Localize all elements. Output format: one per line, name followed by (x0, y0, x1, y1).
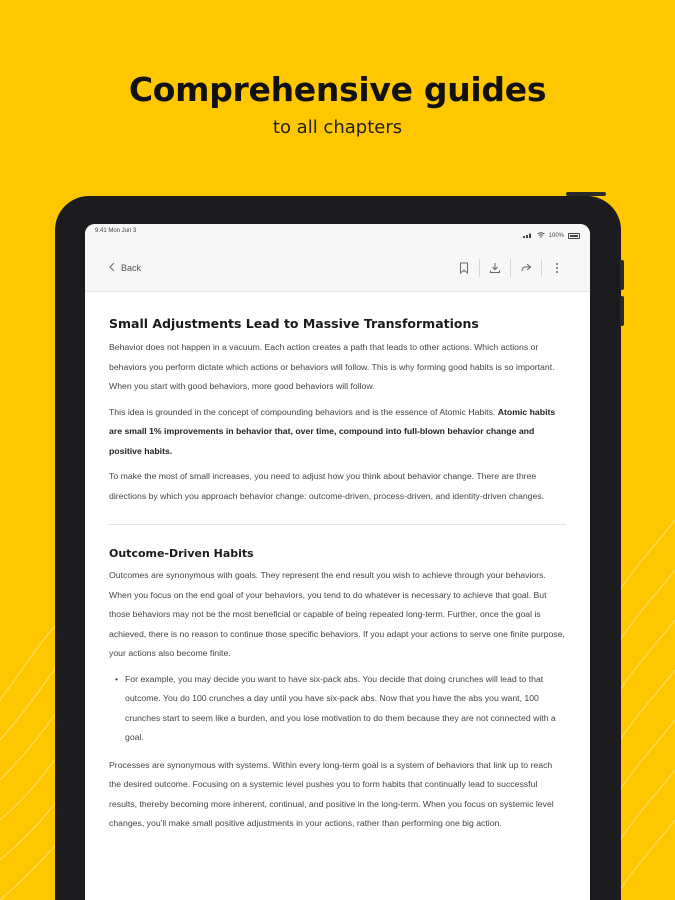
tablet-top-button (566, 192, 606, 196)
signal-icon (523, 232, 533, 240)
battery-percent: 100% (548, 233, 564, 239)
list-item (109, 670, 566, 748)
paragraph: Processes are synonymous with systems. Within every long-term goal is a system of behaviors that link up to reach the desired outcome. Focusing on a systemic level pushes you to form habits that continually lead to successful results, thereby becoming more inherent, continual, and positive in the long-term. When you focus on systemic level changes, you'll make small positive adjustments in your actions, rather than performing one big action. (109, 759, 554, 828)
chevron-left-icon (109, 262, 115, 274)
paragraph (109, 403, 566, 462)
paragraph: To make the most of small increases, you need to adjust how you think about behavior change. There are three directions by which you approach behavior change: outcome-driven, process-driven, and identity-driven changes. (109, 471, 545, 501)
section-divider (109, 524, 566, 525)
promo-headline: Comprehensive guides (128, 70, 547, 109)
status-time: 9:41 Mon Jun 3 (95, 228, 137, 234)
back-button[interactable] (109, 262, 141, 274)
section-title: Outcome-Driven Habits (109, 547, 254, 560)
bullet-icon: • (115, 673, 119, 684)
toolbar-actions (449, 256, 572, 280)
status-bar (85, 224, 590, 244)
bookmark-icon[interactable] (449, 256, 479, 280)
highlighted-text: Atomic habits are small 1% improvements in behavior that, over time, compound into full-blown behavior change and positive habits. (109, 406, 556, 456)
tablet-screen (85, 224, 590, 900)
promo-subline: to all chapters (272, 117, 403, 138)
more-icon[interactable] (542, 256, 572, 280)
article-title: Small Adjustments Lead to Massive Transformations (109, 316, 479, 331)
tablet-volume-down (620, 296, 624, 326)
tablet-volume-up (620, 260, 624, 290)
paragraph-text: This idea is grounded in the concept of compounding behaviors and is the essence of Atomic Habits. (109, 406, 496, 417)
download-icon[interactable] (480, 256, 510, 280)
share-icon[interactable] (511, 256, 541, 280)
paragraph: Behavior does not happen in a vacuum. Each action creates a path that leads to other actions. Which actions or behaviors you perform dictate which actions or behaviors will follow. This is why forming good habits is so important. When you start with good behaviors, more good behaviors will follow. (109, 342, 555, 391)
list-item-text: For example, you may decide you want to have six-pack abs. You decide that doing crunches will lead to that outcome. You do 100 crunches a day until you have six-pack abs. Now that you have the abs you want, 100 crunches start to seem like a burden, and you lose motivation to do them because they are not connected with a goal. (125, 673, 556, 742)
paragraph: Outcomes are synonymous with goals. They represent the end result you wish to achieve through your behaviors. When you focus on the end goal of your behaviors, you tend to do whatever is necessary to achieve that goal. But those behaviors may not be the most beneficial or capable of being repeated long-term. Further, once the goal is achieved, there is no reason to continue those specific behaviors. If you adapt your actions to serve one finite purpose, your actions also become finite. (109, 570, 565, 658)
article-content (85, 292, 590, 834)
reader-toolbar (85, 244, 590, 292)
wifi-icon (537, 232, 545, 240)
battery-icon (568, 233, 580, 239)
back-label: Back (121, 262, 142, 273)
